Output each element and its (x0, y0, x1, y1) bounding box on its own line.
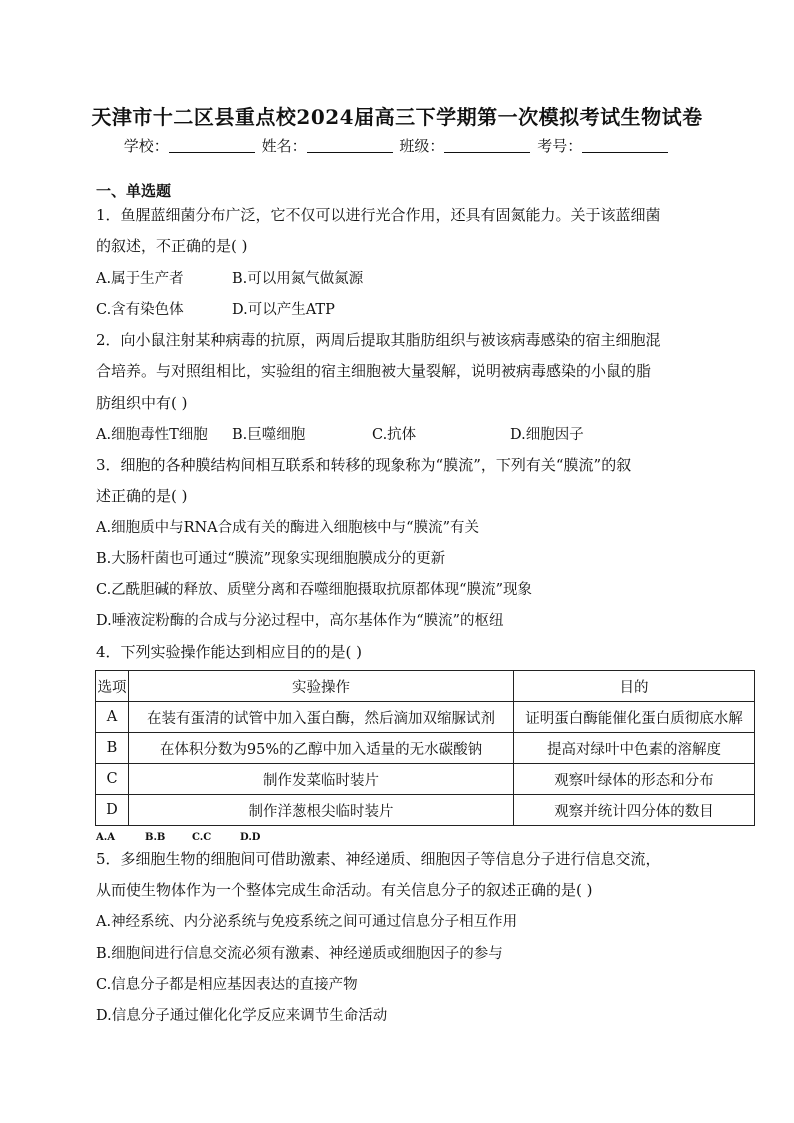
table-cell: A (96, 702, 129, 733)
table-cell: D (96, 795, 129, 826)
question-4-line-1: 4．下列实验操作能达到相应目的的是( ) (96, 643, 363, 661)
class-label: 班级： (399, 137, 445, 155)
question-2-line-3: 肪组织中有( ) (96, 394, 188, 412)
question-4-option-d[interactable]: D.D (240, 832, 261, 843)
table-cell: C (96, 764, 129, 795)
table-cell: 制作洋葱根尖临时装片 (129, 795, 514, 826)
name-blank[interactable] (307, 138, 393, 153)
question-5-option-a[interactable]: A.神经系统、内分泌系统与免疫系统之间可通过信息分子相互作用 (96, 914, 518, 930)
question-5-option-b[interactable]: B.细胞间进行信息交流必须有激素、神经递质或细胞因子的参与 (96, 946, 503, 962)
table-row (96, 764, 755, 795)
question-3-option-b[interactable]: B.大肠杆菌也可通过“膜流”现象实现细胞膜成分的更新 (96, 551, 446, 567)
table-header-cell: 目的 (514, 671, 755, 702)
school-blank[interactable] (169, 138, 255, 153)
table-cell: 观察并统计四分体的数目 (514, 795, 755, 826)
question-2-option-c[interactable]: C.抗体 (372, 427, 417, 443)
experiment-table (95, 670, 755, 826)
question-1-option-d[interactable]: D.可以产生ATP (232, 302, 335, 318)
question-1-option-a[interactable]: A.属于生产者 (96, 271, 184, 287)
table-header-row (96, 671, 755, 702)
question-3-line-1: 3．细胞的各种膜结构间相互联系和转移的现象称为“膜流”，下列有关“膜流”的叙 (96, 456, 632, 474)
class-blank[interactable] (444, 138, 530, 153)
table-header-cell: 选项 (96, 671, 129, 702)
question-2-option-d[interactable]: D.细胞因子 (510, 427, 584, 443)
question-5-option-c[interactable]: C.信息分子都是相应基因表达的直接产物 (96, 977, 358, 993)
question-5-line-1: 5．多细胞生物的细胞间可借助激素、神经递质、细胞因子等信息分子进行信息交流， (96, 850, 661, 868)
table-cell: 提高对绿叶中色素的溶解度 (514, 733, 755, 764)
table-cell: 证明蛋白酶能催化蛋白质彻底水解 (514, 702, 755, 733)
question-3-option-a[interactable]: A.细胞质中与RNA合成有关的酶进入细胞核中与“膜流”有关 (96, 520, 479, 536)
table-cell: 观察叶绿体的形态和分布 (514, 764, 755, 795)
school-label: 学校： (123, 137, 169, 155)
question-1-option-c[interactable]: C.含有染色体 (96, 302, 184, 318)
table-cell: 在装有蛋清的试管中加入蛋白酶，然后滴加双缩脲试剂 (129, 702, 514, 733)
question-1-line-2: 的叙述，不正确的是( ) (96, 237, 248, 255)
table-row (96, 733, 755, 764)
question-2-option-b[interactable]: B.巨噬细胞 (232, 427, 306, 443)
question-2-option-a[interactable]: A.细胞毒性T细胞 (96, 427, 208, 443)
question-2-line-2: 合培养。与对照组相比，实验组的宿主细胞被大量裂解，说明被病毒感染的小鼠的脂 (96, 362, 652, 380)
exam-no-blank[interactable] (582, 138, 668, 153)
question-4-option-c[interactable]: C.C (192, 832, 212, 843)
table-cell: 制作发菜临时装片 (129, 764, 514, 795)
question-4-option-b[interactable]: B.B (145, 832, 166, 843)
question-5-option-d[interactable]: D.信息分子通过催化化学反应来调节生命活动 (96, 1008, 388, 1024)
page-title: 天津市十二区县重点校2024届高三下学期第一次模拟考试生物试卷 (91, 105, 703, 129)
question-1-line-1: 1．鱼腥蓝细菌分布广泛，它不仅可以进行光合作用，还具有固氮能力。关于该蓝细菌 (96, 206, 661, 224)
question-5-line-2: 从而使生物体作为一个整体完成生命活动。有关信息分子的叙述正确的是( ) (96, 881, 593, 899)
question-2-line-1: 2．向小鼠注射某种病毒的抗原，两周后提取其脂肪组织与被该病毒感染的宿主细胞混 (96, 331, 661, 349)
question-1-option-b[interactable]: B.可以用氮气做氮源 (232, 271, 364, 287)
table-header-cell: 实验操作 (129, 671, 514, 702)
exam-no-label: 考号： (537, 137, 583, 155)
table-row (96, 702, 755, 733)
question-3-option-c[interactable]: C.乙酰胆碱的释放、质壁分离和吞噬细胞摄取抗原都体现“膜流”现象 (96, 582, 533, 598)
table-cell: 在体积分数为95%的乙醇中加入适量的无水碳酸钠 (129, 733, 514, 764)
question-3-line-2: 述正确的是( ) (96, 487, 188, 505)
section-title: 一、单选题 (96, 182, 172, 200)
question-3-option-d[interactable]: D.唾液淀粉酶的合成与分泌过程中，高尔基体作为“膜流”的枢纽 (96, 613, 504, 629)
table-row (96, 795, 755, 826)
table-cell: B (96, 733, 129, 764)
question-4-option-a[interactable]: A.A (96, 832, 115, 843)
name-label: 姓名： (261, 137, 307, 155)
student-info-row (0, 135, 794, 156)
